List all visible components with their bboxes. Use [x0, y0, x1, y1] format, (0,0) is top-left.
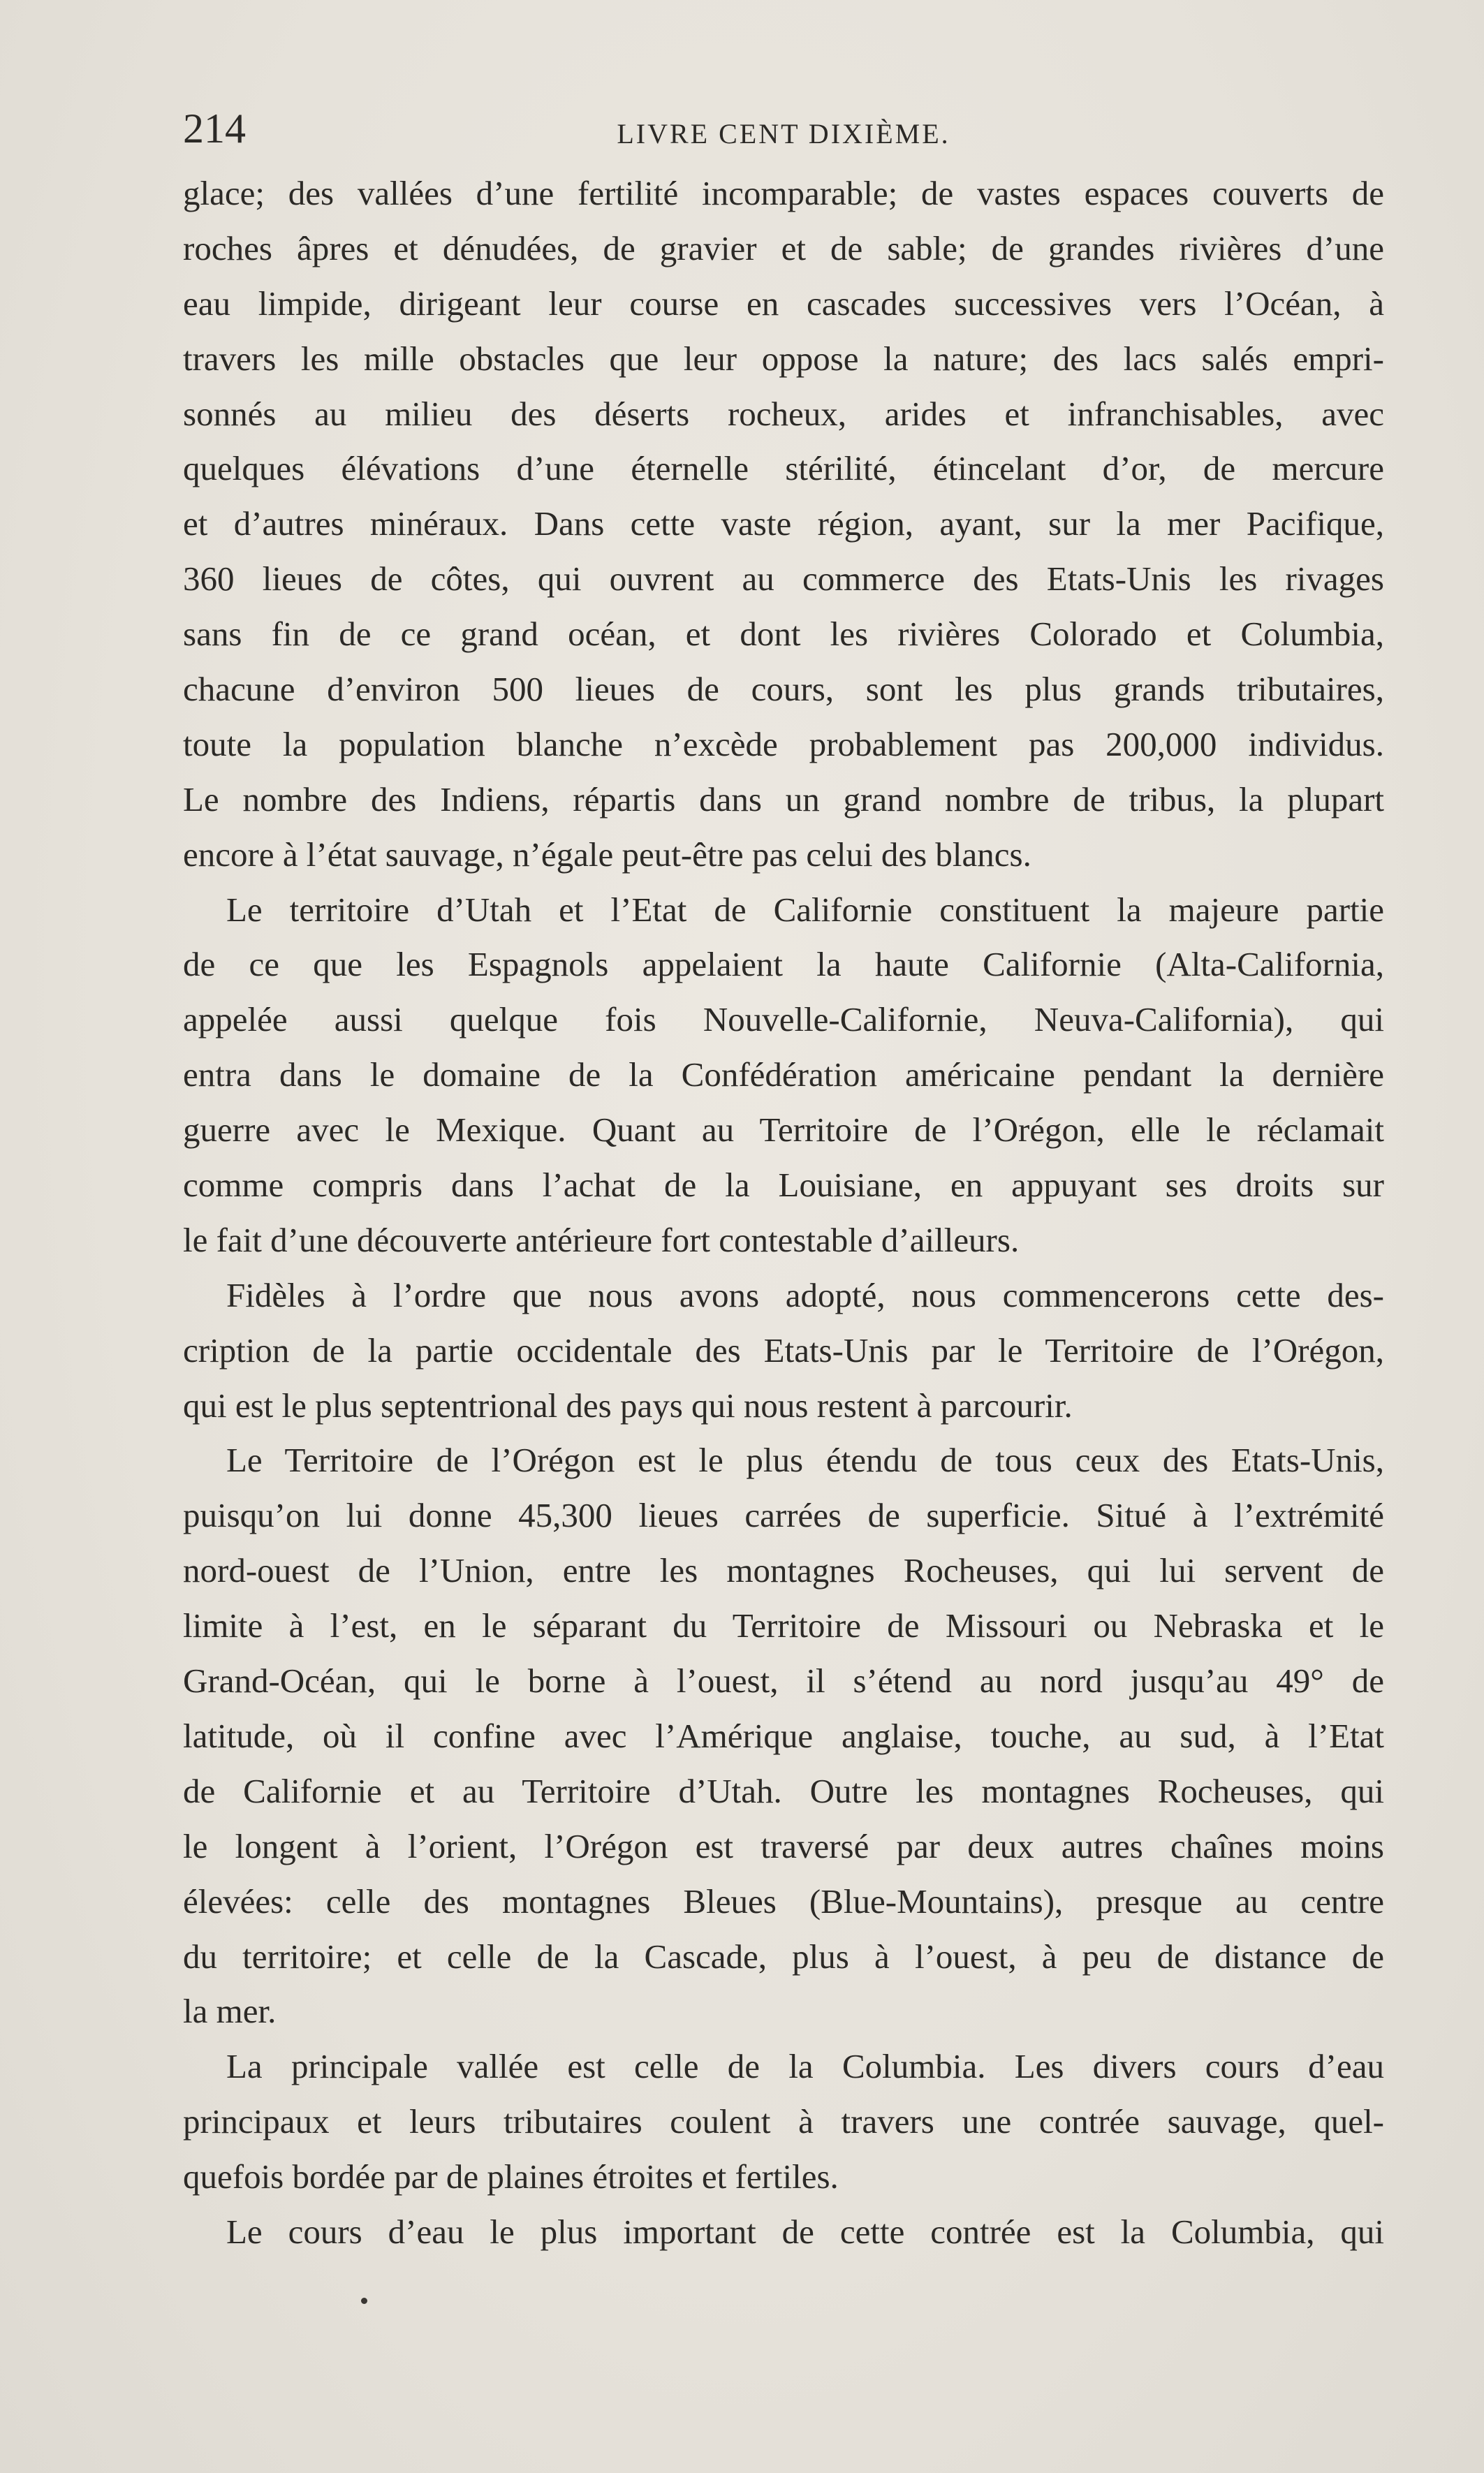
body-text — [183, 166, 1384, 2260]
text-line: roches âpres et dénudées, de gravier et de sable; de grandes rivières d’une — [183, 228, 1384, 267]
text-line: principaux et leurs tributaires coulent à travers une contrée sauvage, quel- — [183, 2102, 1384, 2141]
text-line: guerre avec le Mexique. Quant au Territoire de l’Orégon, elle le réclamait — [183, 1110, 1384, 1150]
text-line: latitude, où il confine avec l’Amérique anglaise, touche, au sud, à l’Etat — [183, 1716, 1384, 1755]
text-line: le longent à l’orient, l’Orégon est traversé par deux autres chaînes moins — [183, 1826, 1384, 1865]
printer-mark-dot — [361, 2298, 367, 2304]
running-head: LIVRE CENT DIXIÈME. — [617, 118, 950, 149]
page-header — [183, 105, 1384, 161]
text-line: de ce que les Espagnols appelaient la haute Californie (Alta-California, — [183, 945, 1384, 984]
text-line: Le Territoire de l’Orégon est le plus étendu de tous ceux des Etats-Unis, — [226, 1441, 1384, 1480]
text-line: Le cours d’eau le plus important de cette contrée est la Columbia, qui — [226, 2212, 1384, 2251]
text-line: sonnés au milieu des déserts rocheux, arides et infranchisables, avec — [183, 394, 1384, 433]
text-line: 360 lieues de côtes, qui ouvrent au commerce des Etats-Unis les rivages — [183, 559, 1384, 599]
text-line: élevées: celle des montagnes Bleues (Blue-Mountains), presque au centre — [183, 1881, 1384, 1921]
text-line: quelques élévations d’une éternelle stérilité, étincelant d’or, de mercure — [183, 449, 1384, 488]
text-line: quefois bordée par de plaines étroites et fertiles. — [183, 2157, 839, 2196]
text-line: limite à l’est, en le séparant du Territoire de Missouri ou Nebraska et le — [183, 1606, 1384, 1645]
text-line: qui est le plus septentrional des pays qui nous restent à parcourir. — [183, 1386, 1073, 1425]
text-line: appelée aussi quelque fois Nouvelle-Californie, Neuva-California), qui — [183, 1000, 1384, 1039]
text-line: le fait d’une découverte antérieure fort contestable d’ailleurs. — [183, 1220, 1020, 1259]
text-line: puisqu’on lui donne 45,300 lieues carrées de superficie. Situé à l’extrémité — [183, 1496, 1384, 1535]
text-line: entra dans le domaine de la Confédération américaine pendant la dernière — [183, 1055, 1384, 1094]
text-line: La principale vallée est celle de la Columbia. Les divers cours d’eau — [226, 2047, 1384, 2086]
text-line: comme compris dans l’achat de la Louisiane, en appuyant ses droits sur — [183, 1166, 1384, 1205]
text-line: travers les mille obstacles que leur oppose la nature; des lacs salés empri- — [183, 339, 1384, 378]
text-line: chacune d’environ 500 lieues de cours, sont les plus grands tributaires, — [183, 670, 1384, 709]
text-line: eau limpide, dirigeant leur course en cascades successives vers l’Océan, à — [183, 284, 1384, 323]
text-line: Fidèles à l’ordre que nous avons adopté, nous commencerons cette des- — [226, 1275, 1384, 1314]
text-line: encore à l’état sauvage, n’égale peut-être pas celui des blancs. — [183, 835, 1031, 874]
text-line: de Californie et au Territoire d’Utah. Outre les montagnes Rocheuses, qui — [183, 1771, 1384, 1810]
text-line: Le territoire d’Utah et l’Etat de Californie constituent la majeure partie — [226, 890, 1384, 929]
page-number: 214 — [183, 105, 246, 152]
text-line: sans fin de ce grand océan, et dont les rivières Colorado et Columbia, — [183, 615, 1384, 654]
text-line: la mer. — [183, 1992, 277, 2031]
text-line: nord-ouest de l’Union, entre les montagnes Rocheuses, qui lui servent de — [183, 1551, 1384, 1590]
text-line: du territoire; et celle de la Cascade, plus à l’ouest, à peu de distance de — [183, 1937, 1384, 1976]
text-line: et d’autres minéraux. Dans cette vaste région, ayant, sur la mer Pacifique, — [183, 504, 1384, 543]
text-line: toute la population blanche n’excède probablement pas 200,000 individus. — [183, 724, 1384, 763]
text-line: glace; des vallées d’une fertilité incomparable; de vastes espaces couverts de — [183, 174, 1384, 212]
text-line: cription de la partie occidentale des Etats-Unis par le Territoire de l’Orégon, — [183, 1330, 1384, 1370]
text-line: Grand-Océan, qui le borne à l’ouest, il s’étend au nord jusqu’au 49° de — [183, 1661, 1384, 1701]
text-line: Le nombre des Indiens, répartis dans un grand nombre de tribus, la plupart — [183, 779, 1384, 819]
